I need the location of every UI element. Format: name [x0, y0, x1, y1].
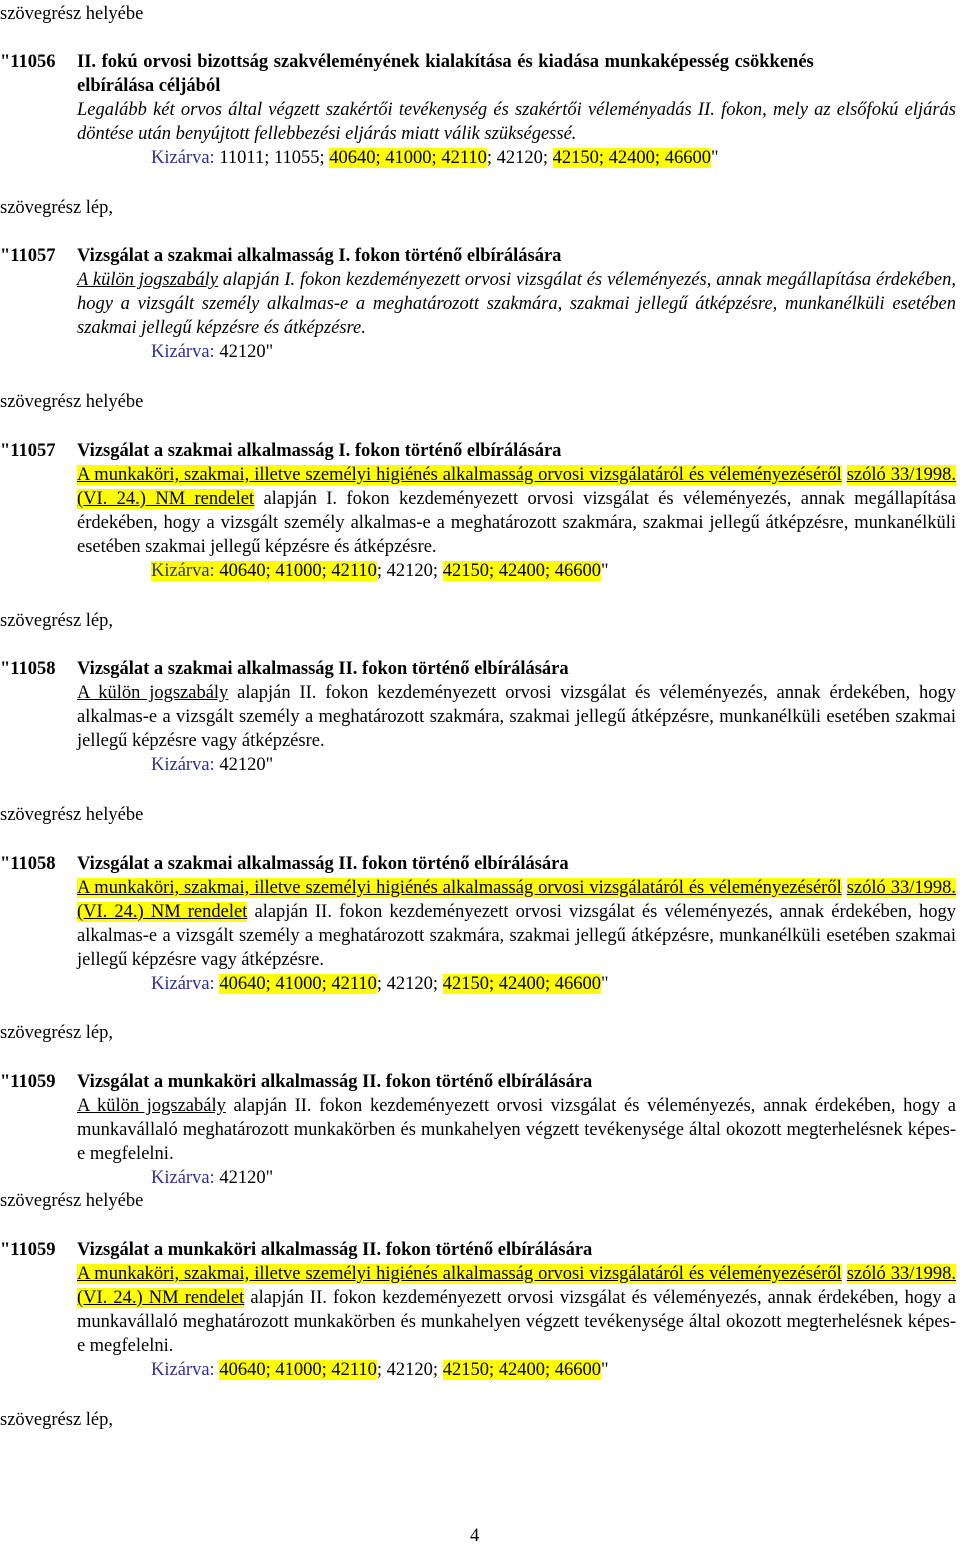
exclusion-line: Kizárva: 42120"	[151, 1168, 274, 1188]
entry-title: Vizsgálat a szakmai alkalmasság II. fokon történő elbírálására	[77, 854, 569, 874]
entry-title: Vizsgálat a munkaköri alkalmasság II. fokon történő elbírálására	[77, 1072, 593, 1092]
legal-reference: A külön jogszabály	[77, 1096, 226, 1116]
replace-marker: szövegrész helyébe	[0, 805, 144, 825]
entry-title: Vizsgálat a munkaköri alkalmasság II. fokon történő elbírálására	[77, 1240, 593, 1260]
entry-description: A munkaköri, szakmai, illetve személyi higiénés alkalmasság orvosi vizsgálatáról és véleményezéséről szóló 33/1998. (VI. 24.) NM rendelet alapján II. fokon kezdeményezett orvosi vizsgálat és véleményezés, annak érdekében, hogy a munkavállaló meghatározott munkakörben és munkahelyen végzett tevékenysége által okozott megterhelésnek képes-e megfelelni.	[77, 1264, 956, 1356]
entry-description: A külön jogszabály alapján I. fokon kezdeményezett orvosi vizsgálat és véleményezés, annak megállapítása érdekében, hogy a vizsgált személy alkalmas-e a meghatározott szakmára, szakmai jellegű átképzésre, munkanélküli esetében szakmai jellegű képzésre és átképzésre.	[77, 270, 956, 338]
entry-code: "11057	[0, 246, 56, 266]
entry-title: Vizsgálat a szakmai alkalmasság I. fokon történő elbírálására	[77, 441, 562, 461]
exclusion-line: Kizárva: 42120"	[151, 342, 274, 362]
entry-title: II. fokú orvosi bizottság szakvéleményének kialakítása és kiadása munkaképesség csökkenés	[77, 52, 814, 72]
entry-code: "11058	[0, 854, 56, 874]
highlighted-codes: 40640; 41000; 42110	[219, 1360, 377, 1380]
entry-11059-old	[0, 1070, 956, 1190]
exclusion-label: Kizárva:	[151, 342, 215, 362]
highlighted-codes: 42150; 42400; 46600	[442, 974, 601, 994]
exclusion-line: Kizárva: 40640; 41000; 42110; 42120; 42150; 42400; 46600"	[151, 561, 609, 581]
entry-title-line2: elbírálása céljából	[77, 76, 221, 96]
exclusion-label: Kizárva:	[151, 1168, 215, 1188]
entry-code: "11058	[0, 659, 56, 679]
highlighted-codes: 40640; 41000; 42110	[329, 148, 487, 168]
exclusion-label: Kizárva:	[151, 561, 215, 581]
replace-marker: szövegrész helyébe	[0, 1191, 144, 1211]
insert-marker: szövegrész lép,	[0, 198, 114, 218]
exclusion-label: Kizárva:	[151, 974, 215, 994]
entry-11057-old	[0, 244, 956, 364]
highlighted-codes: 42150; 42400; 46600	[552, 148, 711, 168]
entry-code: "11059	[0, 1240, 56, 1260]
legal-reference: A külön jogszabály	[77, 683, 229, 703]
entry-description: A külön jogszabály alapján II. fokon kezdeményezett orvosi vizsgálat és véleményezés, annak érdekében, hogy a munkavállaló meghatározott munkakörben és munkahelyen végzett tevékenysége által okozott megterhelésnek képes-e megfelelni.	[77, 1096, 957, 1164]
legal-reference: A munkaköri, szakmai, illetve személyi higiénés alkalmasság orvosi vizsgálatáról és véleményezéséről	[77, 878, 842, 898]
exclusion-line: Kizárva: 40640; 41000; 42110; 42120; 42150; 42400; 46600"	[151, 974, 609, 994]
replace-marker: szövegrész helyébe	[0, 392, 144, 412]
entry-11056	[0, 50, 956, 170]
entry-description: A munkaköri, szakmai, illetve személyi higiénés alkalmasság orvosi vizsgálatáról és véleményezéséről szóló 33/1998. (VI. 24.) NM rendelet alapján I. fokon kezdeményezett orvosi vizsgálat és véleményezés, annak megállapítása érdekében, hogy a vizsgált személy alkalmas-e a meghatározott szakmára, szakmai jellegű átképzésre, munkanélküli esetében szakmai jellegű képzésre és átképzésre.	[77, 465, 956, 557]
legal-reference-decree: szóló 33/1998. (VI. 24.) NM rendelet	[77, 878, 956, 922]
highlighted-codes: 40640; 41000; 42110	[219, 974, 377, 994]
insert-marker: szövegrész lép,	[0, 611, 114, 631]
entry-11058-old	[0, 657, 956, 777]
highlighted-codes: 42150; 42400; 46600	[442, 1360, 601, 1380]
highlighted-codes: 42150; 42400; 46600	[442, 561, 601, 581]
entry-11057-new	[0, 439, 956, 583]
exclusion-line: Kizárva: 11011; 11055; 40640; 41000; 42110; 42120; 42150; 42400; 46600"	[151, 148, 719, 168]
exclusion-label: Kizárva:	[151, 1360, 215, 1380]
entry-title: Vizsgálat a szakmai alkalmasság II. fokon történő elbírálására	[77, 659, 569, 679]
entry-description: A külön jogszabály alapján II. fokon kezdeményezett orvosi vizsgálat és véleményezés, annak érdekében, hogy alkalmas-e a vizsgált személy a meghatározott szakmára, szakmai jellegű átképzésre, munkanélküli esetében szakmai jellegű képzésre vagy átképzésre.	[77, 683, 956, 751]
exclusion-line: Kizárva: 40640; 41000; 42110; 42120; 42150; 42400; 46600"	[151, 1360, 609, 1380]
entry-description: Legalább két orvos által végzett szakértői tevékenység és szakértői véleményadás II. fokon, mely az elsőfokú eljárás döntése után benyújtott fellebbezési eljárás miatt válik szükségessé.	[77, 100, 956, 144]
entry-code: "11059	[0, 1072, 56, 1092]
legal-reference-decree: szóló 33/1998. (VI. 24.) NM rendelet	[77, 465, 956, 509]
exclusion-label: Kizárva:	[151, 148, 215, 168]
legal-reference: A külön jogszabály	[77, 270, 219, 290]
legal-reference: A munkaköri, szakmai, illetve személyi higiénés alkalmasság orvosi vizsgálatáról és véleményezéséről	[77, 465, 842, 485]
entry-code: "11057	[0, 441, 56, 461]
replace-marker: szövegrész helyébe	[0, 4, 144, 24]
page-number: 4	[470, 1526, 480, 1546]
entry-description: A munkaköri, szakmai, illetve személyi higiénés alkalmasság orvosi vizsgálatáról és véleményezéséről szóló 33/1998. (VI. 24.) NM rendelet alapján II. fokon kezdeményezett orvosi vizsgálat és véleményezés, annak érdekében, hogy alkalmas-e a vizsgált személy a meghatározott szakmára, szakmai jellegű átképzésre, munkanélküli esetében szakmai jellegű képzésre vagy átképzésre.	[77, 878, 956, 970]
legal-reference: A munkaköri, szakmai, illetve személyi higiénés alkalmasság orvosi vizsgálatáról és véleményezéséről	[77, 1264, 842, 1284]
entry-code: "11056	[0, 52, 56, 72]
entry-11059-new	[0, 1238, 956, 1382]
entry-title: Vizsgálat a szakmai alkalmasság I. fokon történő elbírálására	[77, 246, 562, 266]
insert-marker: szövegrész lép,	[0, 1023, 114, 1043]
insert-marker: szövegrész lép,	[0, 1410, 114, 1430]
entry-11058-new	[0, 852, 956, 996]
exclusion-line: Kizárva: 42120"	[151, 755, 274, 775]
legal-reference-decree: szóló 33/1998. (VI. 24.) NM rendelet	[77, 1264, 956, 1308]
exclusion-label: Kizárva:	[151, 755, 215, 775]
